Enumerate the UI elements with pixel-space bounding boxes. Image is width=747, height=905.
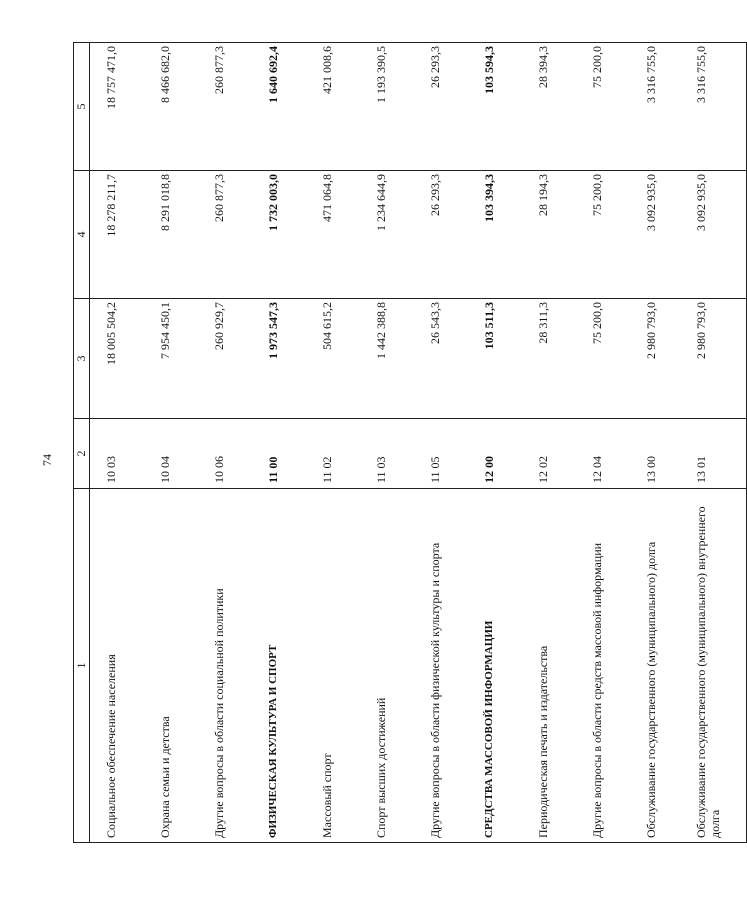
- row-name: Обслуживание государственного (муниципального) внутреннего долга: [684, 489, 747, 843]
- row-name: Обслуживание государственного (муниципального) долга: [630, 489, 684, 843]
- table-row: [576, 43, 630, 843]
- value-col3: 260 929,7: [198, 299, 252, 419]
- value-col4: 1 732 003,0: [252, 171, 306, 299]
- value-col4: 260 877,3: [198, 171, 252, 299]
- table-body: [90, 43, 747, 843]
- table-header-row: [74, 43, 90, 843]
- column-header-1: 1: [74, 489, 90, 843]
- value-col4: 1 234 644,9: [360, 171, 414, 299]
- value-col4: 471 064,8: [306, 171, 360, 299]
- row-code: 11 03: [360, 419, 414, 489]
- value-col4: 26 293,3: [414, 171, 468, 299]
- row-name: Периодическая печать и издательства: [522, 489, 576, 843]
- page-number: 74: [40, 454, 54, 466]
- row-name: Социальное обеспечение населения: [90, 489, 145, 843]
- row-name: ФИЗИЧЕСКАЯ КУЛЬТУРА И СПОРТ: [252, 489, 306, 843]
- value-col4: 3 092 935,0: [684, 171, 747, 299]
- table-row: [144, 43, 198, 843]
- row-code: 11 05: [414, 419, 468, 489]
- value-col5: 3 316 755,0: [630, 43, 684, 171]
- value-col5: 75 200,0: [576, 43, 630, 171]
- table-row: [90, 43, 145, 843]
- value-col3: 1 442 388,8: [360, 299, 414, 419]
- value-col3: 75 200,0: [576, 299, 630, 419]
- table-row: [468, 43, 522, 843]
- value-col3: 2 980 793,0: [630, 299, 684, 419]
- value-col5: 3 316 755,0: [684, 43, 747, 171]
- row-code: 12 00: [468, 419, 522, 489]
- budget-table: [73, 42, 747, 843]
- value-col3: 2 980 793,0: [684, 299, 747, 419]
- column-header-4: 4: [74, 171, 90, 299]
- value-col3: 103 511,3: [468, 299, 522, 419]
- table-row: [684, 43, 747, 843]
- row-code: 13 00: [630, 419, 684, 489]
- value-col3: 7 954 450,1: [144, 299, 198, 419]
- table-row: [360, 43, 414, 843]
- value-col5: 1 193 390,5: [360, 43, 414, 171]
- table-row: [252, 43, 306, 843]
- value-col5: 260 877,3: [198, 43, 252, 171]
- row-code: 10 04: [144, 419, 198, 489]
- value-col3: 28 311,3: [522, 299, 576, 419]
- table-row: [198, 43, 252, 843]
- value-col4: 28 194,3: [522, 171, 576, 299]
- value-col5: 421 008,6: [306, 43, 360, 171]
- value-col4: 8 291 018,8: [144, 171, 198, 299]
- value-col4: 18 278 211,7: [90, 171, 145, 299]
- rotated-page-content: [73, 43, 722, 843]
- value-col3: 1 973 547,3: [252, 299, 306, 419]
- value-col3: 18 005 504,2: [90, 299, 145, 419]
- row-name: Другие вопросы в области социальной политики: [198, 489, 252, 843]
- value-col5: 26 293,3: [414, 43, 468, 171]
- value-col5: 1 640 692,4: [252, 43, 306, 171]
- row-name: СРЕДСТВА МАССОВОЙ ИНФОРМАЦИИ: [468, 489, 522, 843]
- value-col5: 28 394,3: [522, 43, 576, 171]
- value-col4: 103 394,3: [468, 171, 522, 299]
- column-header-2: 2: [74, 419, 90, 489]
- row-name: Другие вопросы в области средств массовой информации: [576, 489, 630, 843]
- row-code: 13 01: [684, 419, 747, 489]
- row-code: 10 03: [90, 419, 145, 489]
- value-col3: 26 543,3: [414, 299, 468, 419]
- row-code: 11 00: [252, 419, 306, 489]
- column-header-5: 5: [74, 43, 90, 171]
- table-row: [630, 43, 684, 843]
- value-col5: 103 594,3: [468, 43, 522, 171]
- column-header-3: 3: [74, 299, 90, 419]
- value-col3: 504 615,2: [306, 299, 360, 419]
- value-col5: 8 466 682,0: [144, 43, 198, 171]
- table-row: [522, 43, 576, 843]
- row-name: Другие вопросы в области физической культуры и спорта: [414, 489, 468, 843]
- row-code: 12 04: [576, 419, 630, 489]
- row-name: Охрана семьи и детства: [144, 489, 198, 843]
- value-col4: 3 092 935,0: [630, 171, 684, 299]
- table-row: [414, 43, 468, 843]
- row-code: 11 02: [306, 419, 360, 489]
- row-code: 10 06: [198, 419, 252, 489]
- value-col4: 75 200,0: [576, 171, 630, 299]
- table-row: [306, 43, 360, 843]
- row-name: Спорт высших достижений: [360, 489, 414, 843]
- row-name: Массовый спорт: [306, 489, 360, 843]
- row-code: 12 02: [522, 419, 576, 489]
- value-col5: 18 757 471,0: [90, 43, 145, 171]
